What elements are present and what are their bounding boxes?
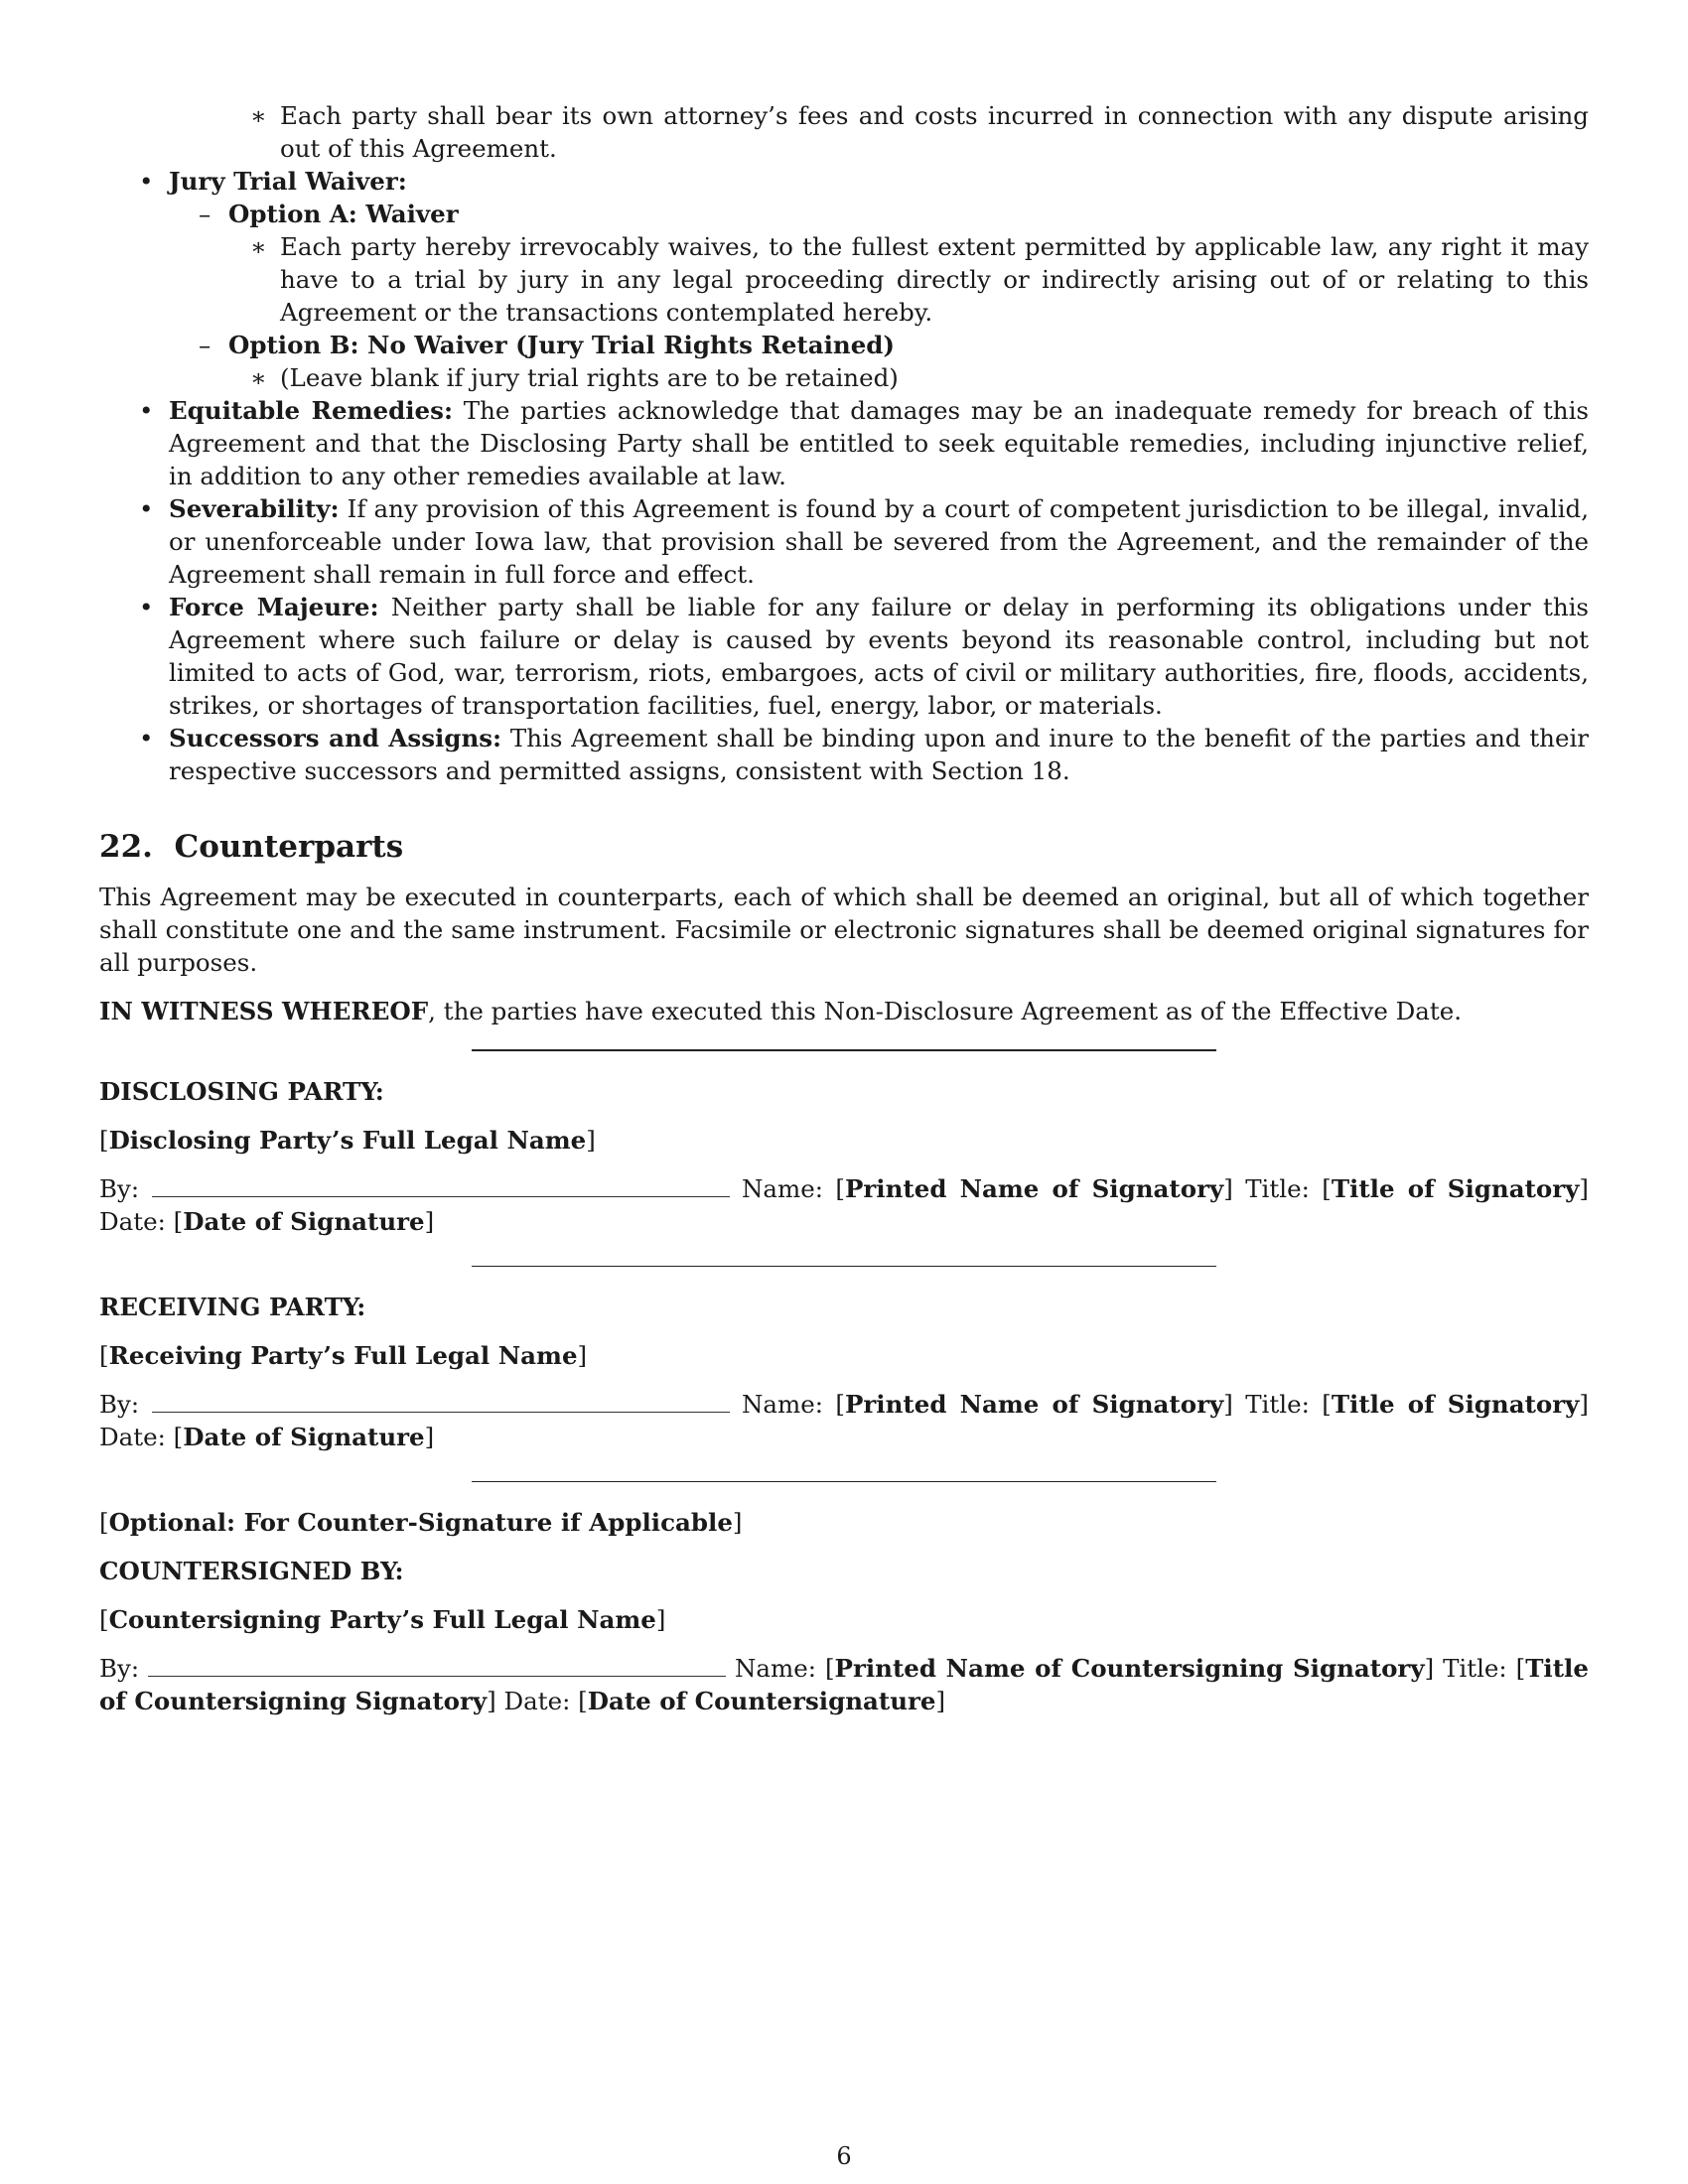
receiving-title: Title of Signatory — [1331, 1390, 1580, 1419]
counter-printed-name: Printed Name of Countersigning Signatory — [834, 1654, 1425, 1683]
counter-title: Title of Countersigning Signatory — [99, 1654, 1589, 1715]
receiving-heading: RECEIVING PARTY: — [99, 1293, 366, 1321]
fees-text: Each party shall bear its own attorney’s fees and costs incurred in connection with any dispute arising out of this Agreement. — [280, 101, 1589, 163]
disclosing-heading: DISCLOSING PARTY: — [99, 1077, 384, 1106]
dash-bullet: – — [199, 200, 211, 228]
disclosing-party-name: [Disclosing Party’s Full Legal Name] — [99, 1126, 596, 1155]
disclosing-signature-block: By: Name: [Printed Name of Signatory] Title: [Title of Signatory] Date: [Date of Signature] — [99, 1174, 1589, 1236]
list-item-fees — [99, 99, 1589, 165]
by-label: By: — [99, 1174, 140, 1203]
receiving-date: Date of Signature — [183, 1423, 425, 1451]
counter-party-name: [Countersigning Party’s Full Legal Name] — [99, 1605, 666, 1634]
clause-term: Severability: — [169, 494, 340, 523]
list-item-equitable-remedies — [99, 394, 1589, 492]
separator-rule — [472, 1481, 1216, 1482]
disclosing-signature-line[interactable] — [152, 1172, 730, 1197]
option-b-text: (Leave blank if jury trial rights are to be retained) — [280, 363, 899, 392]
counter-optional-note: [Optional: For Counter-Signature if Applicable] — [99, 1508, 743, 1537]
counterparts-paragraph: This Agreement may be executed in counterparts, each of which shall be deemed an original, but all of which together shall constitute one and the same instrument. Facsimile or electronic signatures shall be deemed original signatures for all purposes. — [99, 883, 1589, 977]
asterisk-bullet: ∗ — [250, 101, 267, 130]
receiving-printed-name: Printed Name of Signatory — [844, 1390, 1224, 1419]
counter-heading: COUNTERSIGNED BY: — [99, 1557, 404, 1585]
jury-heading: Jury Trial Waiver: — [169, 167, 407, 196]
counter-date: Date of Countersignature — [587, 1687, 936, 1715]
list-item-option-b-text — [99, 361, 1589, 394]
list-item-jury-trial — [99, 165, 1589, 198]
section-title: Counterparts — [174, 829, 404, 865]
counter-signature-block: By: Name: [Printed Name of Countersigning Signatory] Title: [Title of Countersigning Signatory] Date: [Date of Countersignature] — [99, 1654, 1589, 1715]
bullet-icon: • — [139, 494, 154, 523]
bullet-icon: • — [139, 396, 154, 425]
clause-term: Equitable Remedies: — [169, 396, 453, 425]
disclosing-title: Title of Signatory — [1331, 1174, 1580, 1203]
clause-text: If any provision of this Agreement is found by a court of competent jurisdiction to be illegal, invalid, or unenforceable under Iowa law, that provision shall be severed from the Agreement, and the remainder of the Agreement shall remain in full force and effect. — [169, 494, 1589, 589]
list-item-option-a-text — [99, 230, 1589, 329]
witness-rest: , the parties have executed this Non-Disclosure Agreement as of the Effective Date. — [428, 997, 1463, 1025]
disclosing-date: Date of Signature — [183, 1207, 425, 1236]
clause-text: This Agreement shall be binding upon and inure to the benefit of the parties and their respective successors and permitted assigns, consistent with Section 18. — [169, 724, 1589, 785]
section-heading-counterparts — [99, 827, 1589, 867]
list-item-successors — [99, 722, 1589, 787]
clause-term: Successors and Assigns: — [169, 724, 502, 752]
receiving-signature-block: By: Name: [Printed Name of Signatory] Title: [Title of Signatory] Date: [Date of Signature] — [99, 1390, 1589, 1451]
separator-rule — [472, 1266, 1216, 1267]
by-label: By: — [99, 1390, 140, 1419]
bullet-icon: • — [139, 167, 154, 196]
list-item-force-majeure — [99, 591, 1589, 722]
option-a-text: Each party hereby irrevocably waives, to the fullest extent permitted by applicable law, any right it may have to a trial by jury in any legal proceeding directly or indirectly arising out of or relating to this Agreement or the transactions contemplated hereby. — [280, 232, 1589, 327]
list-item-severability — [99, 492, 1589, 591]
receiving-signature-line[interactable] — [152, 1388, 730, 1413]
section-number: 22. — [99, 829, 153, 865]
option-b-label: Option B: No Waiver (Jury Trial Rights Retained) — [228, 331, 896, 359]
bullet-icon: • — [139, 593, 154, 621]
witness-paragraph — [99, 995, 1589, 1027]
witness-lead: IN WITNESS WHEREOF — [99, 997, 429, 1025]
clause-text: Neither party shall be liable for any failure or delay in performing its obligations under this Agreement where such failure or delay is caused by events beyond its reasonable control, including but not limited to acts of God, war, terrorism, riots, embargoes, acts of civil or military authorities, fire, floods, accidents, strikes, or shortages of transportation facilities, fuel, energy, labor, or materials. — [169, 593, 1590, 720]
bullet-icon: • — [139, 724, 154, 752]
list-item-option-a — [99, 198, 1589, 230]
disclosing-printed-name: Printed Name of Signatory — [844, 1174, 1224, 1203]
asterisk-bullet: ∗ — [250, 232, 267, 261]
page-number: 6 — [836, 2142, 852, 2170]
clause-text: The parties acknowledge that damages may be an inadequate remedy for breach of this Agreement and that the Disclosing Party shall be entitled to seek equitable remedies, including injunctive relief, in addition to any other remedies available at law. — [169, 396, 1589, 490]
by-label: By: — [99, 1654, 140, 1683]
dash-bullet: – — [199, 331, 211, 359]
list-item-option-b — [99, 329, 1589, 361]
counter-signature-line[interactable] — [148, 1652, 726, 1677]
asterisk-bullet: ∗ — [250, 363, 267, 392]
receiving-party-name: [Receiving Party’s Full Legal Name] — [99, 1341, 588, 1370]
option-a-label: Option A: Waiver — [228, 200, 459, 228]
document-page — [99, 99, 1589, 1717]
separator-rule — [472, 1049, 1216, 1051]
clause-term: Force Majeure: — [169, 593, 379, 621]
